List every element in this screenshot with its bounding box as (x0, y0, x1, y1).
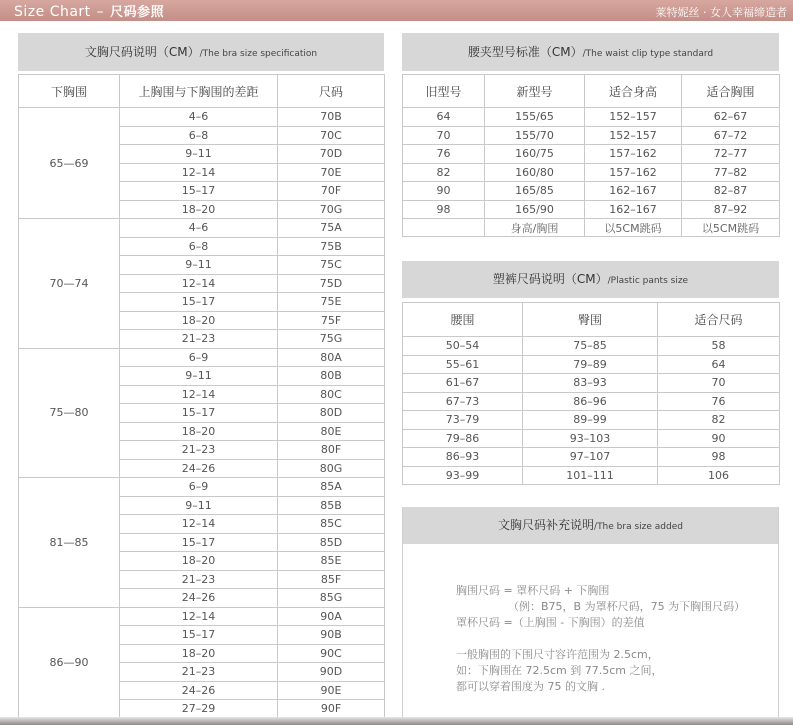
bust-difference: 15–17 (120, 404, 278, 423)
waist-range: 50–54 (403, 337, 523, 356)
bust-difference: 9–11 (120, 145, 278, 164)
bra-size: 75B (278, 237, 385, 256)
fit-bust: 62–67 (682, 108, 780, 127)
waist-header-height: 适合身高 (585, 75, 682, 108)
under-bust-range: 81—85 (19, 478, 120, 608)
bra-header-size: 尺码 (278, 75, 385, 108)
waist-range: 79–86 (403, 429, 523, 448)
bust-difference: 21–23 (120, 570, 278, 589)
waist-range: 86–93 (403, 448, 523, 467)
bust-difference: 6–8 (120, 126, 278, 145)
bust-difference: 12–14 (120, 515, 278, 534)
bust-difference: 18–20 (120, 422, 278, 441)
table-row (403, 392, 780, 411)
fit-size: 82 (658, 411, 780, 430)
bra-size: 75A (278, 219, 385, 238)
bra-header-diff: 上胸围与下胸围的差距 (120, 75, 278, 108)
pants-table-caption (402, 261, 779, 298)
waist-range: 67–73 (403, 392, 523, 411)
table-row (403, 126, 780, 145)
bra-caption-cn: 文胸尺码说明（CM） (84, 45, 200, 59)
fit-height: 157–162 (585, 163, 682, 182)
bra-size: 75F (278, 311, 385, 330)
new-model: 160/75 (485, 145, 585, 164)
old-model: 82 (403, 163, 485, 182)
fit-size: 98 (658, 448, 780, 467)
table-row (403, 448, 780, 467)
new-model: 160/80 (485, 163, 585, 182)
bra-size: 85A (278, 478, 385, 497)
table-row (403, 429, 780, 448)
table-row (403, 466, 780, 485)
bra-size: 75C (278, 256, 385, 275)
bra-size: 80B (278, 367, 385, 386)
table-row (403, 411, 780, 430)
table-row (403, 374, 780, 393)
fit-bust: 67–72 (682, 126, 780, 145)
fit-size: 58 (658, 337, 780, 356)
bust-difference: 15–17 (120, 533, 278, 552)
old-model: 90 (403, 182, 485, 201)
waist-clip-table (402, 74, 780, 237)
bust-difference: 18–20 (120, 311, 278, 330)
bust-difference: 24–26 (120, 681, 278, 700)
bra-caption-en: /The bra size specification (199, 49, 318, 59)
fit-height: 157–162 (585, 145, 682, 164)
bra-size: 70G (278, 200, 385, 219)
fit-height: 152–157 (585, 108, 682, 127)
bust-difference: 9–11 (120, 367, 278, 386)
bust-difference: 6–9 (120, 478, 278, 497)
bust-difference: 12–14 (120, 163, 278, 182)
fit-bust: 77–82 (682, 163, 780, 182)
under-bust-range: 65—69 (19, 108, 120, 219)
bra-size: 90A (278, 607, 385, 626)
footer-height-bust: 身高/胸围 (485, 219, 585, 237)
bra-size: 70C (278, 126, 385, 145)
bra-size: 85D (278, 533, 385, 552)
bra-size: 80E (278, 422, 385, 441)
note-line-6: 都可以穿着围度为 75 的文胸 . (456, 680, 605, 693)
bra-size: 85B (278, 496, 385, 515)
bust-difference: 9–11 (120, 496, 278, 515)
table-row (19, 607, 385, 626)
bra-size: 80A (278, 348, 385, 367)
pants-caption-cn: 塑裤尺码说明（CM） (492, 272, 608, 286)
old-model: 76 (403, 145, 485, 164)
bra-size: 85F (278, 570, 385, 589)
fit-height: 162–167 (585, 182, 682, 201)
table-row (403, 145, 780, 164)
bra-size: 85C (278, 515, 385, 534)
bust-difference: 21–23 (120, 663, 278, 682)
bra-size: 90D (278, 663, 385, 682)
table-row (19, 478, 385, 497)
footer-step-height: 以5CM跳码 (585, 219, 682, 237)
table-row (403, 163, 780, 182)
waist-table-caption (402, 33, 779, 71)
bra-size: 90E (278, 681, 385, 700)
table-row (403, 108, 780, 127)
table-row (403, 200, 780, 219)
table-row (19, 108, 385, 127)
under-bust-range: 86—90 (19, 607, 120, 718)
bra-added-caption-cn: 文胸尺码补充说明 (498, 518, 595, 532)
waist-caption-en: /The waist clip type standard (582, 49, 714, 59)
bust-difference: 12–14 (120, 274, 278, 293)
hip-range: 97–107 (523, 448, 658, 467)
note-line-4: 一般胸围的下围尺寸容许范围为 2.5cm， (456, 648, 659, 661)
fit-size: 64 (658, 355, 780, 374)
page-title (14, 1, 164, 20)
fit-bust: 72–77 (682, 145, 780, 164)
footer-blank (403, 219, 485, 237)
pants-size-table (402, 302, 780, 485)
bust-difference: 15–17 (120, 182, 278, 201)
table-row (403, 182, 780, 201)
bust-difference: 6–8 (120, 237, 278, 256)
table-row (19, 348, 385, 367)
new-model: 155/70 (485, 126, 585, 145)
hip-range: 75–85 (523, 337, 658, 356)
hip-range: 79–89 (523, 355, 658, 374)
fit-size: 90 (658, 429, 780, 448)
note-line-2: （例：B75，B 为罩杯尺码，75 为下胸围尺码） (508, 600, 746, 613)
bust-difference: 18–20 (120, 552, 278, 571)
waist-caption-cn: 腰夹型号标准（CM） (467, 45, 583, 59)
table-row (403, 337, 780, 356)
hip-range: 101–111 (523, 466, 658, 485)
waist-range: 73–79 (403, 411, 523, 430)
pants-header-waist: 腰围 (403, 303, 523, 337)
fit-bust: 82–87 (682, 182, 780, 201)
hip-range: 83–93 (523, 374, 658, 393)
bra-size: 80C (278, 385, 385, 404)
bra-size-table (18, 74, 385, 719)
pants-caption-en: /Plastic pants size (607, 276, 689, 286)
note-line-1: 胸围尺码 = 罩杯尺码 + 下胸围 (456, 584, 610, 597)
bra-size: 85E (278, 552, 385, 571)
under-bust-range: 75—80 (19, 348, 120, 478)
waist-header-old: 旧型号 (403, 75, 485, 108)
hip-range: 89–99 (523, 411, 658, 430)
bra-table-caption (18, 33, 384, 71)
bust-difference: 27–29 (120, 700, 278, 719)
waist-footer-row (403, 219, 780, 237)
bust-difference: 6–9 (120, 348, 278, 367)
waist-range: 55–61 (403, 355, 523, 374)
bust-difference: 18–20 (120, 200, 278, 219)
bra-header-under: 下胸围 (19, 75, 120, 108)
fit-size: 76 (658, 392, 780, 411)
old-model: 98 (403, 200, 485, 219)
bra-size: 70B (278, 108, 385, 127)
bust-difference: 4–6 (120, 219, 278, 238)
hip-range: 86–96 (523, 392, 658, 411)
bust-difference: 15–17 (120, 293, 278, 312)
fit-bust: 87–92 (682, 200, 780, 219)
bust-difference: 15–17 (120, 626, 278, 645)
bra-size: 70D (278, 145, 385, 164)
bust-difference: 12–14 (120, 607, 278, 626)
old-model: 64 (403, 108, 485, 127)
fit-size: 106 (658, 466, 780, 485)
bust-difference: 18–20 (120, 644, 278, 663)
bust-difference: 9–11 (120, 256, 278, 275)
new-model: 165/85 (485, 182, 585, 201)
fit-height: 152–157 (585, 126, 682, 145)
bra-size: 90B (278, 626, 385, 645)
bra-size: 80G (278, 459, 385, 478)
table-row (403, 355, 780, 374)
fit-height: 162–167 (585, 200, 682, 219)
bottom-bar (0, 717, 793, 725)
brand-slogan: 莱特妮丝 · 女人幸福缔造者 (655, 6, 787, 19)
note-line-5: 如：下胸围在 72.5cm 到 77.5cm 之间， (456, 664, 663, 677)
old-model: 70 (403, 126, 485, 145)
bra-size: 70E (278, 163, 385, 182)
bra-size: 85G (278, 589, 385, 608)
waist-header-new: 新型号 (485, 75, 585, 108)
title-cn: 尺码参照 (110, 5, 165, 20)
table-row (19, 219, 385, 238)
waist-range: 61–67 (403, 374, 523, 393)
bust-difference: 21–23 (120, 330, 278, 349)
new-model: 165/90 (485, 200, 585, 219)
title-en: Size Chart (14, 4, 91, 20)
bust-difference: 21–23 (120, 441, 278, 460)
waist-range: 93–99 (403, 466, 523, 485)
waist-header-bust: 适合胸围 (682, 75, 780, 108)
bra-size: 75G (278, 330, 385, 349)
bust-difference: 24–26 (120, 459, 278, 478)
bra-size: 75E (278, 293, 385, 312)
bust-difference: 12–14 (120, 385, 278, 404)
under-bust-range: 70—74 (19, 219, 120, 349)
bra-size: 90C (278, 644, 385, 663)
bra-added-caption-en: /The bra size added (594, 522, 683, 532)
pants-header-size: 适合尺码 (658, 303, 780, 337)
hip-range: 93–103 (523, 429, 658, 448)
bra-size: 90F (278, 700, 385, 719)
note-line-3: 罩杯尺码 =（上胸围 - 下胸围）的差值 (456, 616, 645, 629)
footer-step-bust: 以5CM跳码 (682, 219, 780, 237)
bra-size: 75D (278, 274, 385, 293)
bust-difference: 24–26 (120, 589, 278, 608)
bra-size: 80D (278, 404, 385, 423)
new-model: 155/65 (485, 108, 585, 127)
pants-header-hip: 臀围 (523, 303, 658, 337)
bust-difference: 4–6 (120, 108, 278, 127)
fit-size: 70 (658, 374, 780, 393)
header-bar (0, 0, 793, 21)
title-separator: – (96, 4, 105, 20)
bra-size: 70F (278, 182, 385, 201)
bra-size: 80F (278, 441, 385, 460)
